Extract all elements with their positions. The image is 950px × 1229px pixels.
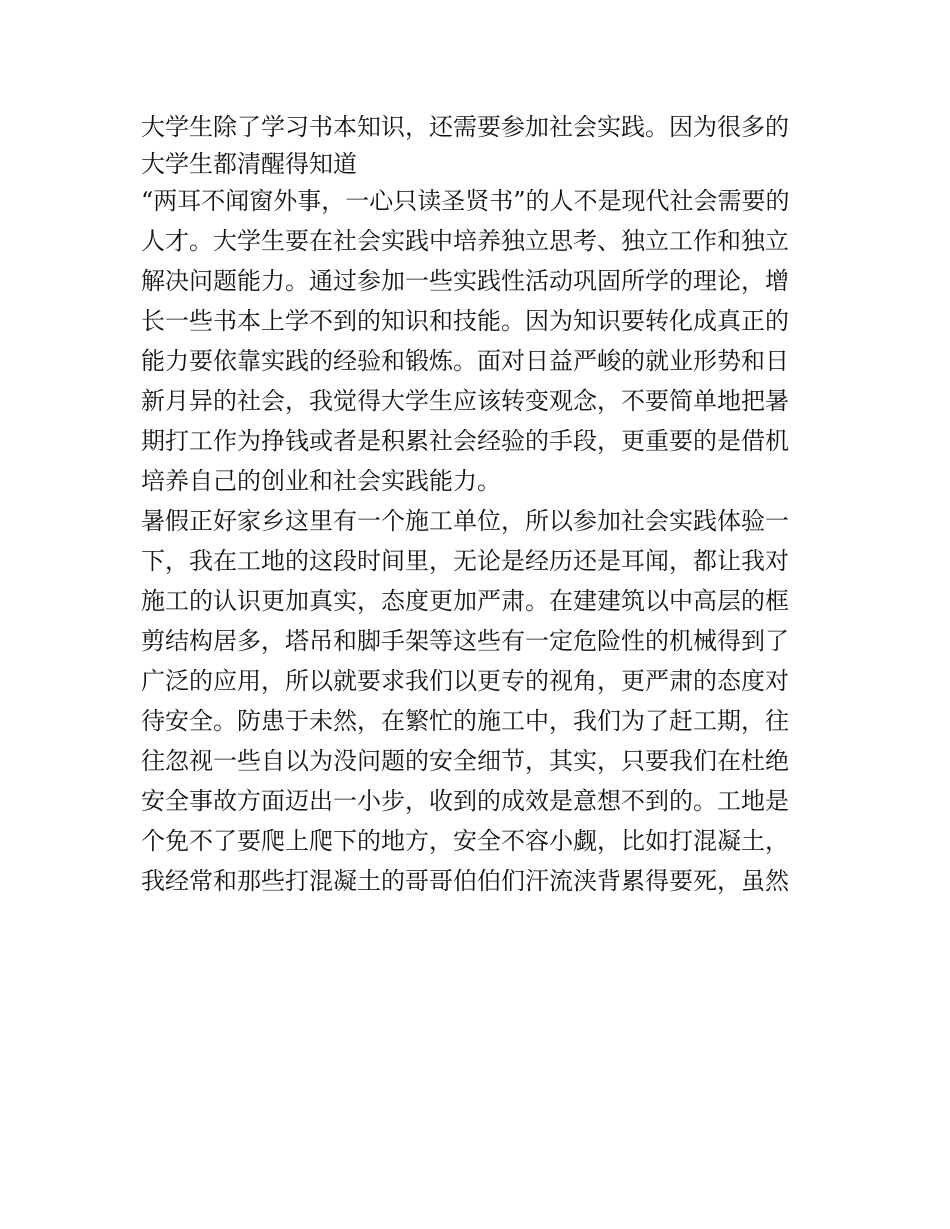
text-line: 能力要依靠实践的经验和锻炼。面对日益严峻的就业形势和日 [141, 347, 789, 375]
document-body [141, 107, 821, 901]
text-line: 下，我在工地的这段时间里，无论是经历还是耳闻，都让我对 [141, 547, 789, 575]
text-line: 待安全。防患于未然，在繁忙的施工中，我们为了赶工期，往 [141, 707, 789, 735]
text-line: 个免不了要爬上爬下的地方，安全不容小觑，比如打混凝土， [141, 827, 789, 855]
text-line: 长一些书本上学不到的知识和技能。因为知识要转化成真正的 [141, 307, 789, 335]
text-line: 解决问题能力。通过参加一些实践性活动巩固所学的理论，增 [141, 267, 789, 295]
text-line: 大学生都清醒得知道 [141, 150, 357, 178]
text-line: 培养自己的创业和社会实践能力。 [141, 467, 501, 495]
text-line: 安全事故方面迈出一小步，收到的成效是意想不到的。工地是 [141, 787, 789, 815]
paragraph-1 [141, 107, 821, 181]
text-line: 新月异的社会，我觉得大学生应该转变观念，不要简单地把暑 [141, 387, 789, 415]
text-line: 期打工作为挣钱或者是积累社会经验的手段，更重要的是借机 [141, 427, 789, 455]
text-line: 施工的认识更加真实，态度更加严肃。在建建筑以中高层的框 [141, 587, 789, 615]
text-line: 大学生除了学习书本知识，还需要参加社会实践。因为很多的 [141, 113, 789, 141]
text-line: 我经常和那些打混凝土的哥哥伯伯们汗流浃背累得要死，虽然 [141, 867, 789, 895]
text-line: 剪结构居多，塔吊和脚手架等这些有一定危险性的机械得到了 [141, 627, 789, 655]
text-line: 人才。大学生要在社会实践中培养独立思考、独立工作和独立 [141, 227, 789, 255]
text-line: “两耳不闻窗外事，一心只读圣贤书”的人不是现代社会需要的 [141, 187, 790, 215]
text-line: 广泛的应用，所以就要求我们以更专的视角，更严肃的态度对 [141, 667, 789, 695]
text-line: 往忽视一些自以为没问题的安全细节，其实，只要我们在杜绝 [141, 747, 789, 775]
paragraph-2 [141, 181, 821, 501]
text-line: 暑假正好家乡这里有一个施工单位，所以参加社会实践体验一 [141, 507, 789, 535]
paragraph-3 [141, 501, 821, 901]
